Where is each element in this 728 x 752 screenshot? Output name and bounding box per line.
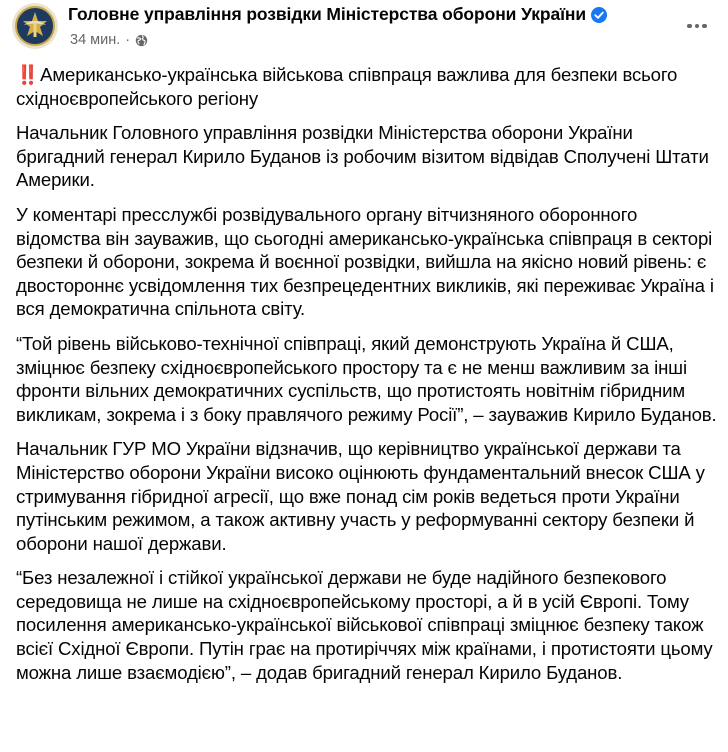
more-options-icon <box>702 24 707 29</box>
post-paragraph: У коментарі пресслужбі розвідувального органу вітчизняного оборонного відомства він зауважив, що сьогодні американсько-українська співпраця в секторі безпеки й оборони, зокрема й воєнної розвідки, вийшла на якісно новий рівень: є двостороннє усвідомлення тих безпрецедентних викликів, які переживає Україна і вся демократична спільнота світу. <box>16 203 714 320</box>
verified-badge-icon <box>591 7 607 23</box>
post-paragraph: “Без незалежної і стійкої української держави не буде надійного безпекового середовища не лише на східноєвропейському просторі, а й в усій Європі. Тому посилення американсько-української військової співпраці зміцнює безпеку також всієї Східної Європи. Путін грає на протиріччях між країнами, і протистояти цьому можна лише взаємодією”, – додав бригадний генерал Кирило Буданов. <box>16 567 713 683</box>
post-paragraph: Начальник Головного управління розвідки Міністерства оборони України бригадний генерал Кирило Буданов із робочим візитом відвідав Сполучені Штати Америки. <box>16 122 709 191</box>
page-avatar[interactable] <box>12 3 58 49</box>
more-options-button[interactable] <box>680 9 714 43</box>
post-paragraph: Начальник ГУР МО України відзначив, що керівництво української держави та Міністерство оборони України високо оцінюють фундаментальний внесок США у стримування гібридної агресії, що вже понад сім років ведеться проти України путінським режимом, а також активну участь у реформуванні сектору безпеки й оборони нашої держави. <box>16 438 705 554</box>
post-timestamp[interactable]: 34 мин. <box>70 32 121 48</box>
more-options-icon <box>695 24 700 29</box>
post-meta <box>70 32 148 48</box>
post-paragraph: “Той рівень військово-технічної співпраці, який демонструють Україна й США, зміцнює безпеку східноєвропейського простору та є не менш важливим за інші фронти вільних демократичних суспільств, що протистоять новітнім гібридним викликам, зокрема і з боку правлячого режиму Росії”, – зауважив Кирило Буданов. <box>16 332 717 425</box>
hur-emblem-icon <box>12 3 58 49</box>
headline-text: Американсько-українська військова співпраця важлива для безпеки всього східноєвропейського регіону <box>16 64 678 109</box>
more-options-icon <box>687 24 692 29</box>
post-header <box>12 3 716 53</box>
post-body <box>16 63 720 695</box>
globe-icon[interactable] <box>135 34 148 47</box>
page-name-row <box>68 4 607 25</box>
double-exclamation-icon: ‼️ <box>16 64 38 85</box>
meta-separator: · <box>125 32 131 48</box>
post-headline <box>16 63 720 110</box>
page-name-link[interactable]: Головне управління розвідки Міністерства оборони України <box>68 4 587 24</box>
